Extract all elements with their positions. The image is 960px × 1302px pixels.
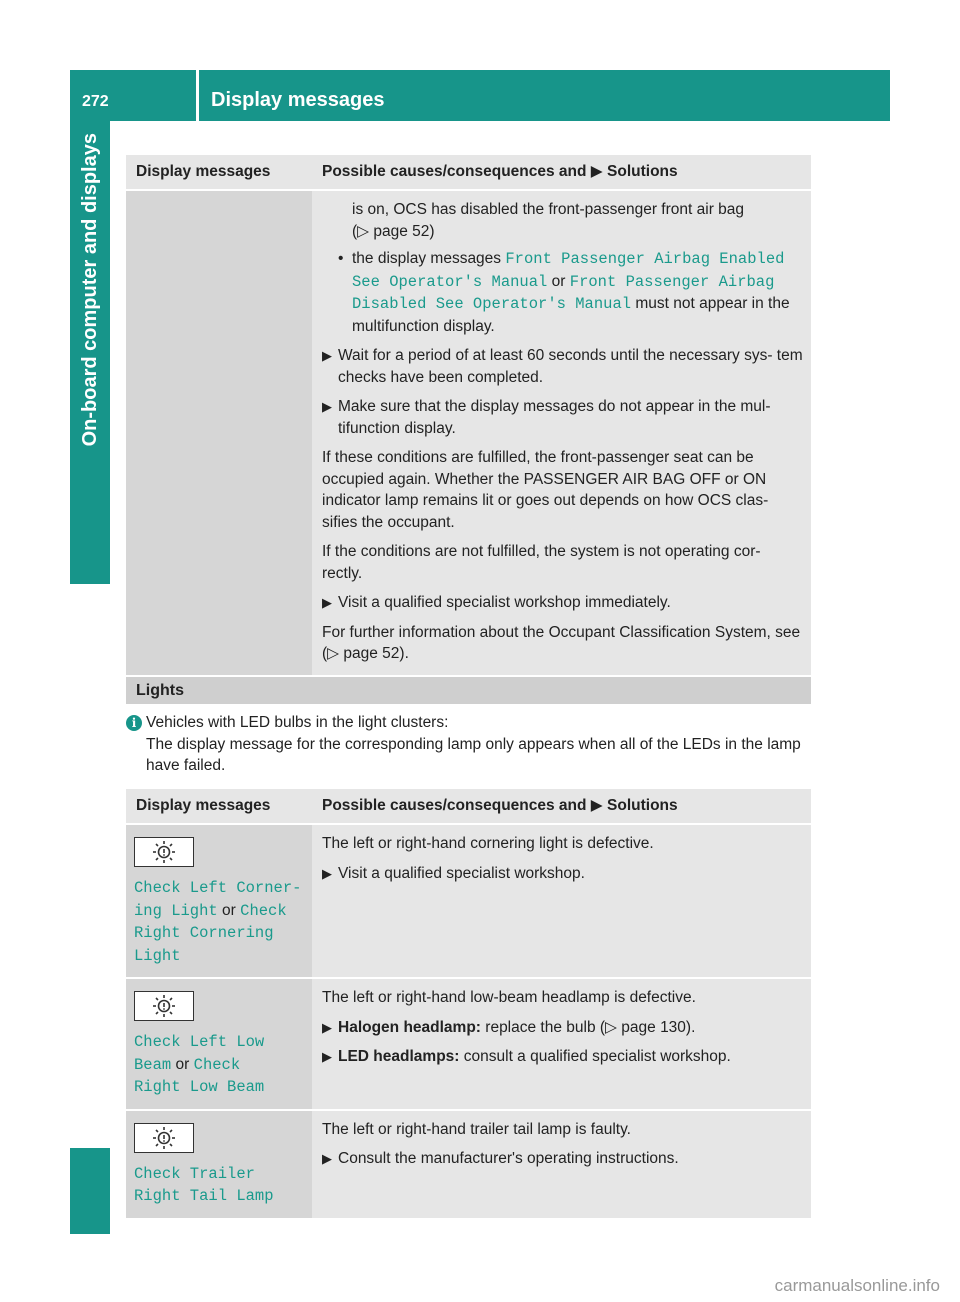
solution-cell — [312, 190, 811, 675]
step-arrow-icon: ▶ — [322, 1151, 332, 1166]
step-arrow-icon: ▶ — [322, 595, 332, 610]
play-arrow-icon: ▶ — [590, 797, 603, 815]
message-cell: Check Left Low Beam or Check Right Low Beam — [126, 978, 312, 1110]
step-item: ▶ Consult the manufacturer's operating instructions. — [322, 1148, 803, 1170]
bullet-item: • the display messages Front Passenger Airbag Enabled See Operator's Manual or Front Passenger Airbag Disabled See Operator's Manual must not appear in the multifunction display. — [338, 250, 790, 335]
step-item: ▶ Make sure that the display messages do not appear in the mul- tifunction display. — [322, 398, 771, 437]
info-icon: i — [126, 715, 142, 731]
page-number: 272 — [82, 93, 109, 110]
step-arrow-icon: ▶ — [322, 399, 332, 414]
info-note: i Vehicles with LED bulbs in the light clusters: The display message for the corresponding lamp only appears when all of the LEDs in the lamp have failed. — [126, 712, 811, 777]
table-row — [126, 824, 811, 978]
table-row — [126, 978, 811, 1110]
step-item: ▶ LED headlamps: consult a qualified specialist workshop. — [322, 1046, 803, 1068]
play-arrow-icon: ▶ — [590, 163, 603, 181]
solution-cell: The left or right-hand trailer tail lamp is faulty. ▶ Consult the manufacturer's operating instructions. — [312, 1110, 811, 1218]
table-occupant — [126, 155, 811, 675]
step-arrow-icon: ▶ — [322, 348, 332, 363]
column-header-solutions: Possible causes/consequences and ▶ Solutions — [312, 789, 811, 824]
column-header-messages: Display messages — [126, 789, 312, 824]
section-title: Lights — [126, 677, 811, 704]
watermark: carmanualsonline.info — [774, 1276, 940, 1295]
paragraph: If the conditions are not fulfilled, the system is not operating cor- rectly. — [322, 543, 761, 582]
solution-cell: The left or right-hand low-beam headlamp is defective. ▶ Halogen headlamp: replace the bulb (▷ page 130). ▶ LED headlamps: consult a qualified specialist workshop. — [312, 978, 811, 1110]
step-item: ▶ Visit a qualified specialist workshop immediately. — [322, 592, 803, 614]
header-divider — [196, 70, 199, 121]
step-arrow-icon: ▶ — [322, 865, 332, 881]
message-cell: Check Left Corner‐ ing Light or Check Right Cornering Light — [126, 824, 312, 978]
table-row — [126, 190, 811, 675]
sidebar-label: On-board computer and displays — [79, 133, 101, 447]
lamp-warning-icon — [134, 991, 194, 1021]
message-cell: Check Trailer Right Tail Lamp — [126, 1110, 312, 1218]
column-header-messages: Display messages — [126, 155, 312, 190]
sidebar-strip — [70, 121, 110, 584]
step-arrow-icon: ▶ — [322, 1019, 332, 1035]
paragraph: For further information about the Occupant Classification System, see (▷ page 52). — [322, 623, 801, 662]
bullet-icon: • — [338, 250, 344, 267]
step-arrow-icon: ▶ — [322, 1049, 332, 1064]
continued-text: is on, OCS has disabled the front-passenger front air bag (▷ page 52) — [352, 201, 745, 240]
lamp-warning-icon — [134, 1123, 194, 1153]
step-item: ▶ Halogen headlamp: replace the bulb (▷ page 130). — [322, 1017, 803, 1039]
message-cell — [126, 190, 312, 675]
step-item: ▶ Wait for a period of at least 60 seconds until the necessary sys- tem checks have been completed. — [322, 347, 803, 386]
solution-cell: The left or right-hand cornering light is defective. ▶ Visit a qualified specialist workshop. — [312, 824, 811, 978]
sidebar-block — [70, 1148, 110, 1234]
paragraph: If these conditions are fulfilled, the front-passenger seat can be occupied again. Whether the PASSENGER AIR BAG OFF or ON indicator lamp remains lit or goes out depends on how OCS clas- sifies the occupant. — [322, 449, 769, 531]
lamp-warning-icon — [134, 837, 194, 867]
header-bar — [70, 70, 890, 121]
column-header-solutions: Possible causes/consequences and ▶ Solutions — [312, 155, 811, 190]
step-item: ▶ Visit a qualified specialist workshop. — [322, 863, 803, 885]
table-row — [126, 1110, 811, 1218]
page-title: Display messages — [211, 89, 385, 111]
table-lights — [126, 789, 811, 1218]
